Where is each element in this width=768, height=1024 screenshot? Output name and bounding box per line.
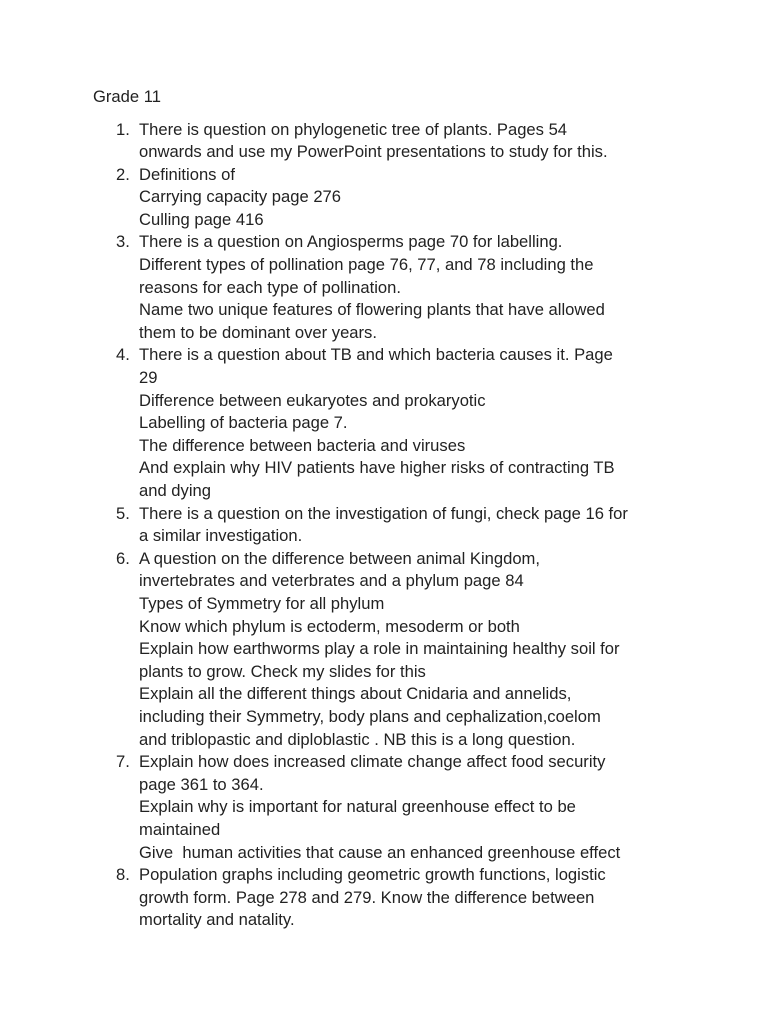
question-body (139, 344, 628, 502)
question-line: Different types of pollination page 76, 77, and 78 including the (139, 255, 594, 275)
question-body (139, 548, 628, 751)
question-item (0, 751, 628, 864)
question-item (0, 164, 628, 232)
question-body (139, 503, 628, 548)
question-number: 3. (116, 232, 130, 252)
question-line: Name two unique features of flowering plants that have allowed (139, 300, 605, 320)
question-line: A question on the difference between animal Kingdom, (139, 548, 540, 568)
question-line: growth form. Page 278 and 279. Know the difference between (139, 887, 595, 907)
question-number: 1. (116, 119, 130, 139)
question-line: There is a question on the investigation of fungi, check page 16 for (139, 503, 628, 523)
question-line: onwards and use my PowerPoint presentations to study for this. (139, 142, 608, 162)
question-line: Explain how does increased climate change affect food security (139, 752, 606, 772)
document-heading: Grade 11 (93, 87, 161, 106)
question-line: Explain why is important for natural greenhouse effect to be (139, 797, 576, 817)
question-line: Know which phylum is ectoderm, mesoderm or both (139, 616, 520, 636)
question-line: them to be dominant over years. (139, 322, 377, 342)
question-item (0, 231, 628, 344)
question-line: maintained (139, 819, 221, 839)
question-line: mortality and natality. (139, 910, 295, 930)
question-line: Give human activities that cause an enhanced greenhouse effect (139, 842, 621, 862)
question-line: Explain all the different things about Cnidaria and annelids, (139, 684, 572, 704)
question-body (139, 864, 628, 932)
question-number: 4. (116, 345, 130, 365)
question-number: 6. (116, 548, 130, 568)
question-number: 7. (116, 752, 130, 772)
question-item (0, 548, 628, 751)
question-line: There is a question about TB and which bacteria causes it. Page (139, 345, 613, 365)
question-line: plants to grow. Check my slides for this (139, 661, 426, 681)
question-body (139, 751, 628, 864)
question-line: 29 (139, 368, 158, 388)
question-body (139, 119, 628, 164)
question-line: page 361 to 364. (139, 774, 264, 794)
question-list (0, 119, 628, 932)
question-line: Labelling of bacteria page 7. (139, 413, 348, 433)
question-line: There is a question on Angiosperms page 70 for labelling. (139, 232, 563, 252)
question-line: The difference between bacteria and viruses (139, 435, 466, 455)
question-line: reasons for each type of pollination. (139, 277, 401, 297)
question-line: Explain how earthworms play a role in maintaining healthy soil for (139, 639, 620, 659)
question-line: There is question on phylogenetic tree of plants. Pages 54 (139, 119, 568, 139)
question-line: Definitions of (139, 164, 235, 184)
question-item (0, 344, 628, 502)
question-line: and triblopastic and diploblastic . NB this is a long question. (139, 729, 576, 749)
question-line: Types of Symmetry for all phylum (139, 593, 385, 613)
question-number: 5. (116, 503, 130, 523)
question-number: 8. (116, 865, 130, 885)
question-item (0, 119, 628, 164)
question-line: Carrying capacity page 276 (139, 187, 342, 207)
question-item (0, 503, 628, 548)
question-line: Difference between eukaryotes and prokaryotic (139, 390, 486, 410)
question-line: And explain why HIV patients have higher risks of contracting TB (139, 458, 615, 478)
question-body (139, 231, 628, 344)
question-line: and dying (139, 481, 211, 500)
question-line: including their Symmetry, body plans and cephalization,coelom (139, 706, 601, 726)
question-line: Population graphs including geometric growth functions, logistic (139, 865, 606, 885)
question-line: a similar investigation. (139, 526, 303, 546)
question-body (139, 164, 628, 232)
question-number: 2. (116, 164, 130, 184)
question-line: Culling page 416 (139, 209, 264, 229)
question-line: invertebrates and veterbrates and a phylum page 84 (139, 571, 524, 591)
question-item (0, 864, 628, 932)
